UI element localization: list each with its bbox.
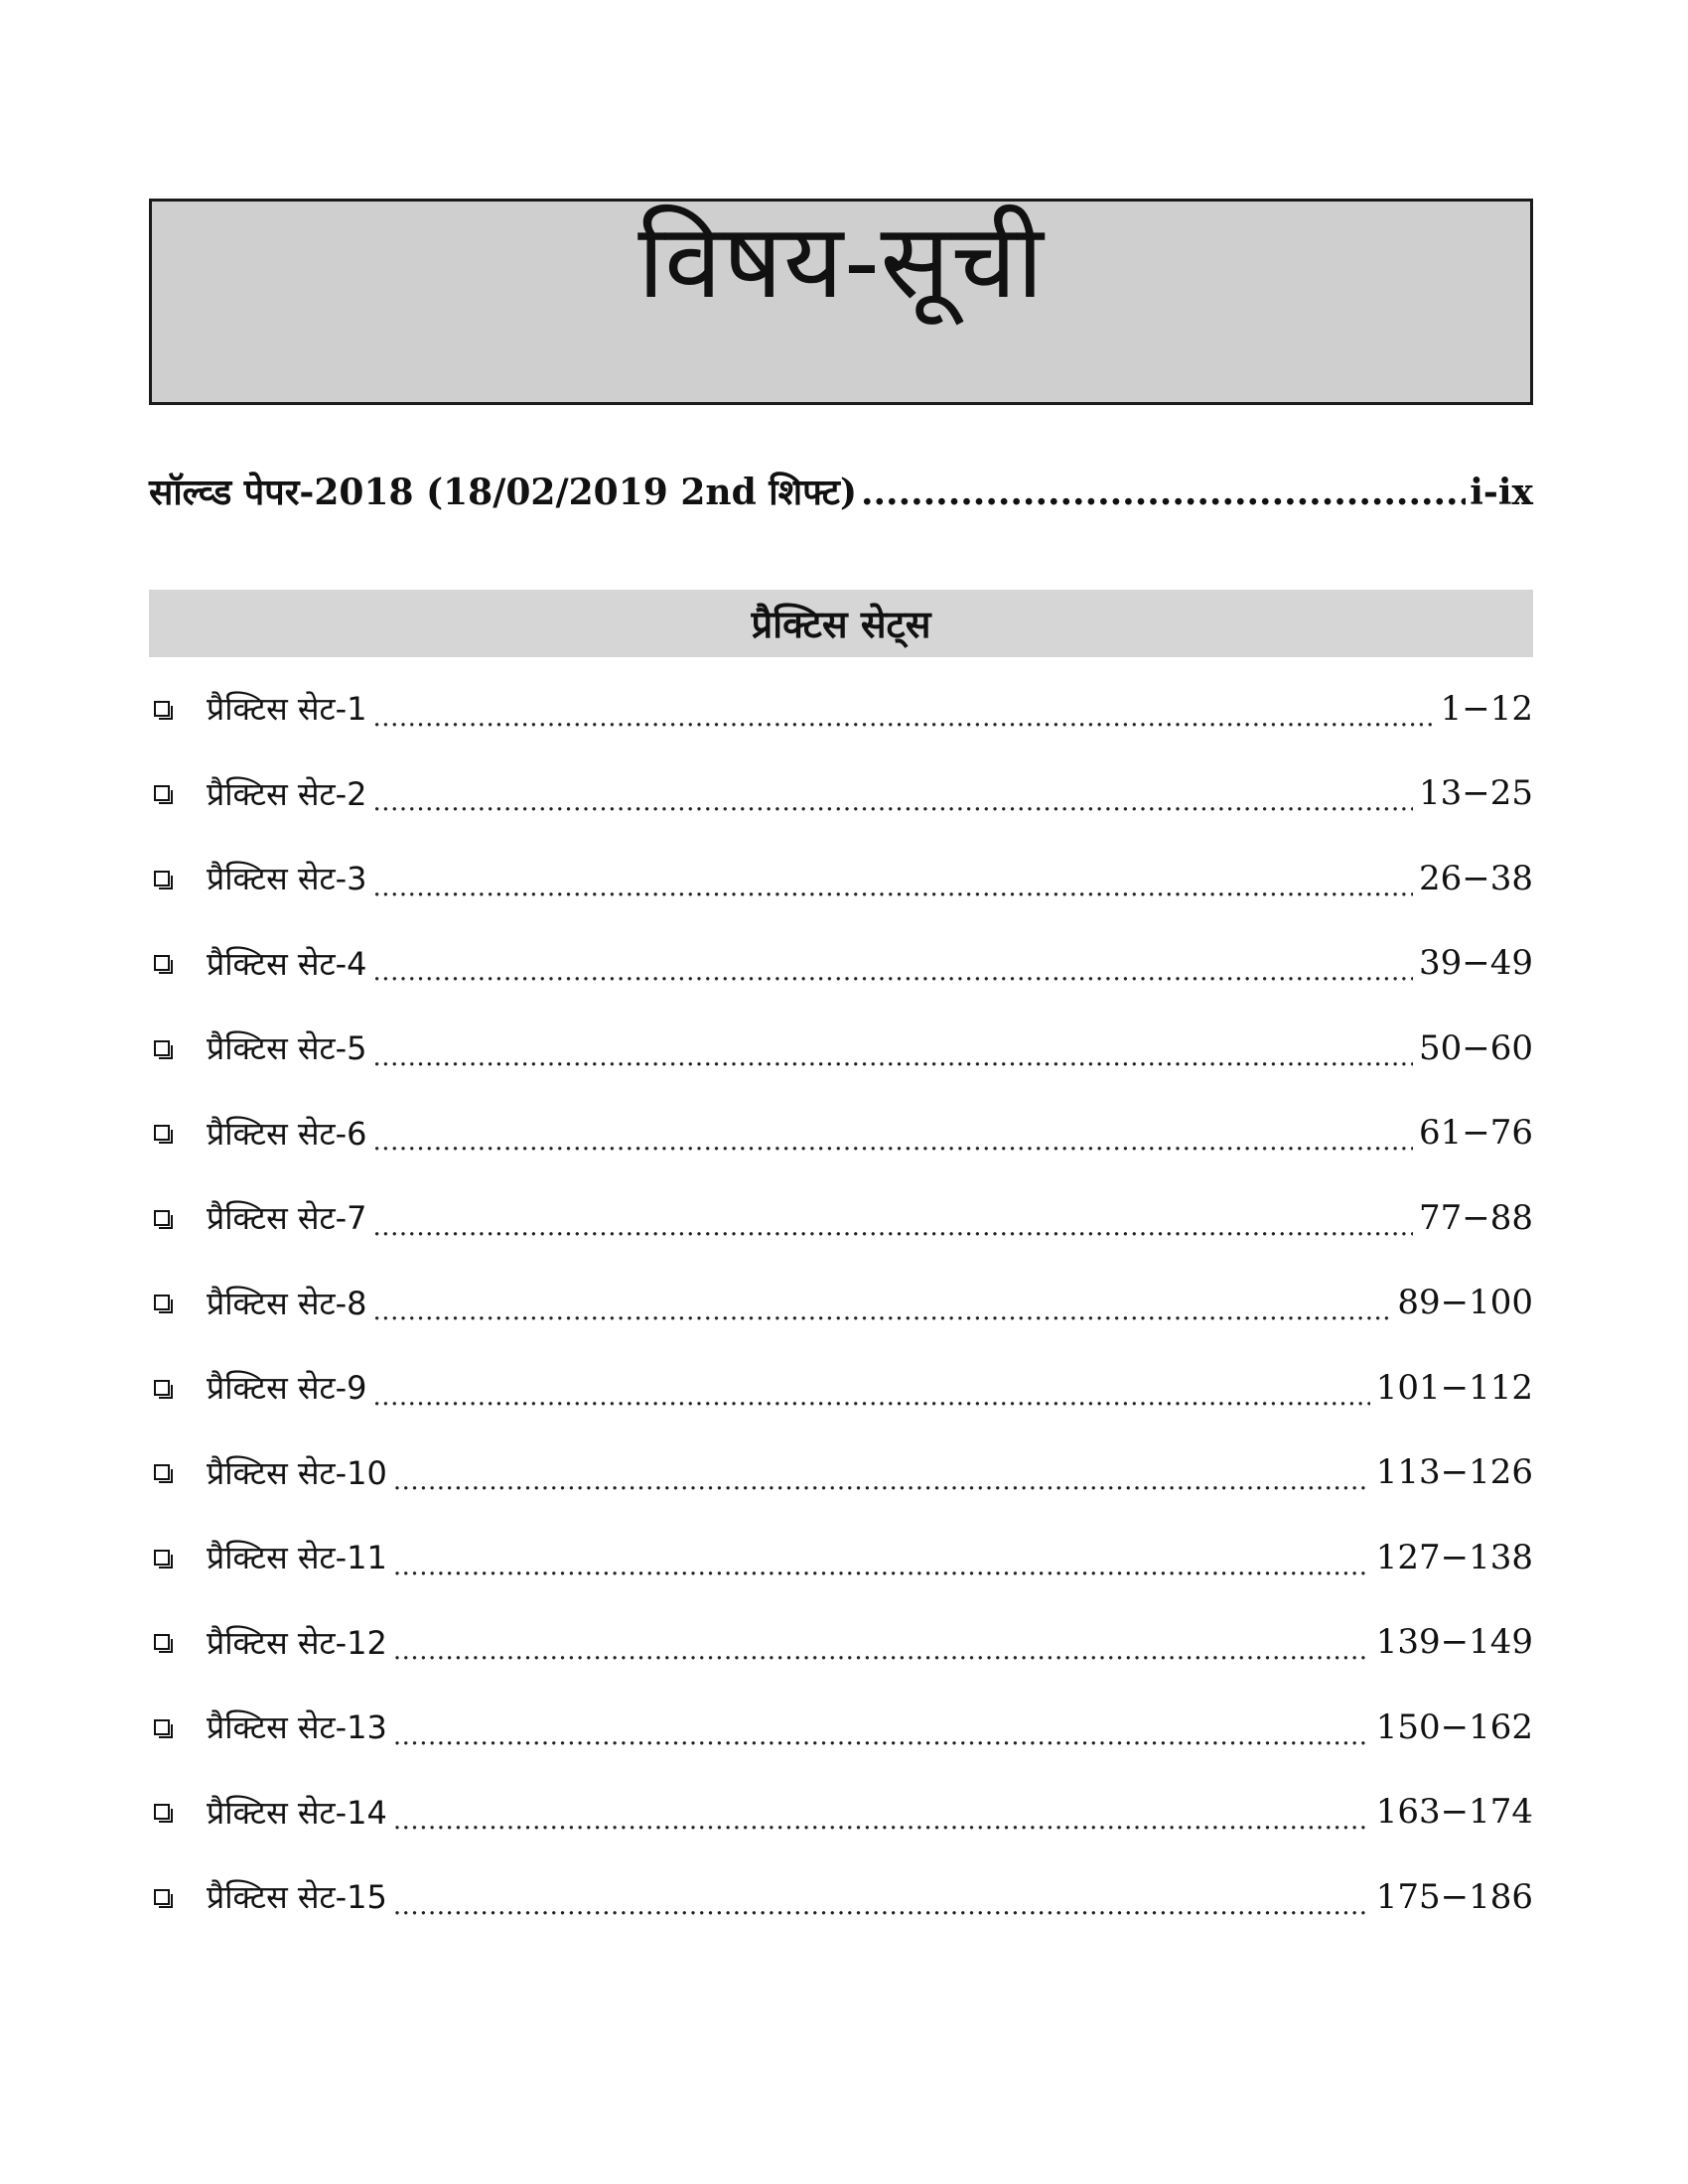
dot-leader — [393, 1883, 1370, 1923]
dot-leader — [373, 695, 1435, 735]
toc-entry[interactable] — [149, 666, 1533, 751]
toc-entry-label: प्रैक्टिस सेट-6 — [207, 1114, 367, 1153]
toc-entry-label: प्रैक्टिस सेट-12 — [207, 1623, 387, 1662]
toc-entry[interactable] — [149, 1431, 1533, 1516]
checkbox-icon — [154, 1719, 170, 1735]
checkbox-icon — [154, 1295, 170, 1310]
dot-leader — [393, 1798, 1370, 1838]
toc-entry[interactable] — [149, 1091, 1533, 1176]
toc-entry-label: प्रैक्टिस सेट-14 — [207, 1793, 387, 1832]
toc-entry-label: प्रैक्टिस सेट-10 — [207, 1453, 387, 1492]
toc-entry-label: प्रैक्टिस सेट-15 — [207, 1878, 387, 1917]
dot-leader — [373, 1034, 1413, 1074]
toc-entry-pages: 113−126 — [1375, 1452, 1533, 1493]
section-heading-band — [149, 590, 1533, 657]
dot-leader — [861, 472, 1466, 513]
toc-entry[interactable] — [149, 1175, 1533, 1261]
checkbox-icon — [154, 1889, 170, 1905]
dot-leader — [393, 1544, 1370, 1583]
dot-leader — [393, 1713, 1370, 1753]
toc-entry[interactable] — [149, 921, 1533, 1007]
toc-entry-label: प्रैक्टिस सेट-11 — [207, 1539, 387, 1577]
toc-entry[interactable] — [149, 1345, 1533, 1431]
toc-entry-label: प्रैक्टिस सेट-8 — [207, 1284, 367, 1322]
toc-entry-pages: 61−76 — [1418, 1113, 1533, 1154]
checkbox-icon — [154, 871, 170, 887]
toc-entry-label: प्रैक्टिस सेट-9 — [207, 1369, 367, 1408]
toc-entry-label: प्रैक्टिस सेट-2 — [207, 774, 367, 813]
toc-entry[interactable] — [149, 1006, 1533, 1091]
toc-entry[interactable] — [149, 1515, 1533, 1600]
dot-leader — [373, 779, 1413, 819]
toc-entry-pages: 175−186 — [1375, 1876, 1533, 1917]
toc-entry-label: प्रैक्टिस सेट-4 — [207, 944, 367, 983]
toc-entry-pages: 1−12 — [1440, 688, 1533, 729]
toc-entry-pages: 150−162 — [1375, 1706, 1533, 1747]
toc-entry-pages: 39−49 — [1418, 943, 1533, 984]
toc-entry-pages: 163−174 — [1375, 1792, 1533, 1833]
checkbox-icon — [154, 1040, 170, 1056]
toc-entry-pages: 101−112 — [1375, 1367, 1533, 1408]
toc-entry[interactable] — [149, 1770, 1533, 1855]
toc-entry[interactable] — [149, 1854, 1533, 1940]
dot-leader — [393, 1628, 1370, 1668]
checkbox-icon — [154, 955, 170, 971]
toc-entry[interactable] — [149, 1685, 1533, 1770]
solved-paper-label: सॉल्व्ड पेपर-2018 (18/02/2019 2nd शिफ्ट) — [149, 472, 857, 513]
dot-leader — [373, 1119, 1413, 1159]
toc-entry-label: प्रैक्टिस सेट-3 — [207, 860, 367, 898]
dot-leader — [373, 1289, 1392, 1328]
section-heading: प्रैक्टिस सेट्स — [751, 603, 931, 646]
toc-entry-pages: 127−138 — [1375, 1537, 1533, 1577]
solved-paper-page: i-ix — [1470, 472, 1533, 513]
checkbox-icon — [154, 1125, 170, 1141]
page-title: विषय-सूची — [637, 201, 1045, 323]
dot-leader — [373, 865, 1413, 904]
toc-entry-label: प्रैक्टिस सेट-5 — [207, 1029, 367, 1068]
checkbox-icon — [154, 1804, 170, 1820]
toc-entry-label: प्रैक्टिस सेट-13 — [207, 1708, 387, 1747]
checkbox-icon — [154, 785, 170, 801]
title-box — [149, 199, 1533, 405]
solved-paper-entry[interactable] — [149, 467, 1533, 526]
toc-entry[interactable] — [149, 1600, 1533, 1686]
checkbox-icon — [154, 1210, 170, 1226]
checkbox-icon — [154, 1634, 170, 1650]
toc-entry[interactable] — [149, 1261, 1533, 1346]
toc-entry[interactable] — [149, 751, 1533, 837]
checkbox-icon — [154, 1464, 170, 1480]
toc-entry[interactable] — [149, 836, 1533, 921]
toc-entry-pages: 26−38 — [1418, 858, 1533, 898]
checkbox-icon — [154, 1550, 170, 1566]
dot-leader — [393, 1458, 1370, 1498]
toc-entry-pages: 13−25 — [1418, 773, 1533, 814]
toc-entry-pages: 77−88 — [1418, 1197, 1533, 1238]
checkbox-icon — [154, 1380, 170, 1396]
toc-list — [149, 666, 1533, 1940]
toc-entry-pages: 50−60 — [1418, 1027, 1533, 1068]
toc-entry-label: प्रैक्टिस सेट-1 — [207, 690, 367, 729]
toc-entry-pages: 89−100 — [1397, 1283, 1533, 1323]
dot-leader — [373, 1374, 1370, 1414]
toc-entry-label: प्रैक्टिस सेट-7 — [207, 1199, 367, 1238]
toc-entry-pages: 139−149 — [1375, 1622, 1533, 1663]
dot-leader — [373, 1204, 1413, 1244]
checkbox-icon — [154, 701, 170, 717]
dot-leader — [373, 949, 1413, 989]
